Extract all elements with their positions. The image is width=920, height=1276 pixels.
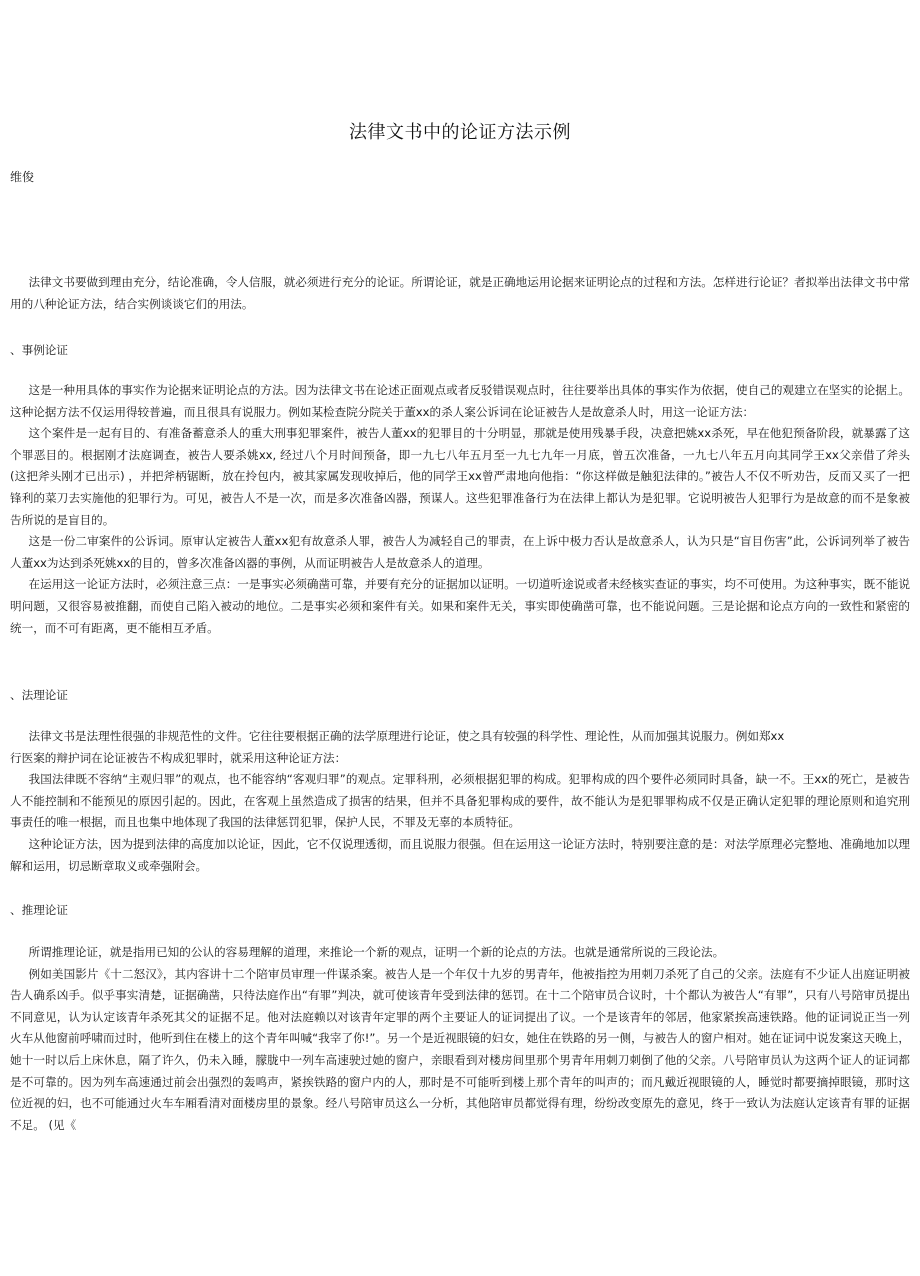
section-body <box>10 942 910 1136</box>
section-heading: 、法理论证 <box>10 688 68 702</box>
paragraph: 这种论证方法，因为提到法律的高度加以论证，因此，它不仅说理透彻，而且说服力很强。但在运用这一论证方法时，特别要注意的是：对法学原理必完整地、准确地加以理解和运用，切忌断章取义或牵强附会。 <box>10 836 910 873</box>
section-body <box>10 726 910 877</box>
paragraph: 这个案件是一起有目的、有准备蓄意杀人的重大刑事犯罪案件，被告人董xx的犯罪目的十分明显，那就是使用残暴手段，决意把姚xx杀死，早在他犯预备阶段，就暴露了这个罪恶目的。根据刚才法庭调查，被告人要杀姚xx, 经过八个月时间预备，即一九七八年五月至一九七九年一月底，曾五次准备，一九七八年五月向其同学王xx父亲借了斧头 (这把斧头刚才已出示) ，并把斧柄锯断，放在拎包内，被其家属发现收掉后，他的同学王xx曾严肃地向他指：“你这样做是触犯法律的。”被告人不仅不听劝告，反而又买了一把锋利的菜刀去实施他的犯罪行为。可见，被告人不是一次，而是多次准备凶器，预谋人。这些犯罪准备行为在法律上都认为是犯罪。它说明被告人犯罪行为是故意的而不是象被告所说的是盲目的。 <box>10 426 910 527</box>
paragraph: 这是一份二审案件的公诉词。原审认定被告人董xx犯有故意杀人罪，被告人为减轻自己的罪责，在上诉中极力否认是故意杀人，认为只是“盲目伤害”此，公诉词列举了被告人董xx为达到杀死姚xx的目的，曾多次准备凶器的事例，从而证明被告人是故意杀人的道理。 <box>10 534 910 570</box>
document-title: 法律文书中的论证方法示例 <box>349 122 571 143</box>
paragraph: 例如美国影片《十二怒汉》，其内容讲十二个陪审员审理一件谋杀案。被告人是一个年仅十九岁的男青年，他被指控为用刺刀杀死了自己的父亲。法庭有不少证人出庭证明被告人确系凶手。似乎事实清楚，证据确凿，只待法庭作出“有罪”判决，就可使该青年受到法律的惩罚。在十二个陪审员合议时，十个都认为被告人“有罪”，只有八号陪审员提出不同意见，认为认定该青年杀死其父的证据不足。他对法庭赖以对该青年定罪的两个主要证人的证词提出了议。一个是该青年的邻居，他家紧挨高速铁路。他的证词说正当一列火车从他窗前呼啸而过时，他听到住在楼上的这个青年叫喊“我宰了你!”。另一个是近视眼镜的妇女，她住在铁路的另一侧，与被告人的窗户相对。她在证词中说发案这天晚上，她十一时以后上床休息，隔了许久，仍未入睡，朦胧中一列车高速驶过她的窗户，亲眼看到对楼房间里那个男青年用刺刀刺倒了他的父亲。八号陪审员认为这两个证人的证词都是不可靠的。因为列车高速通过前会出强烈的轰鸣声，紧挨铁路的窗户内的人，那时是不可能听到楼上那个青年的叫声的；而凡戴近视眼镜的人，睡觉时都要摘掉眼镜，那时这位近视的妇，也不可能通过火车车厢看清对面楼房里的景象。经八号陪审员这么一分析，其他陪审员都觉得有理，纷纷改变原先的意见，终于一致认为法庭认定该青有罪的证据不足。 (见《 <box>10 966 910 1132</box>
paragraph: 法律文书是法理性很强的非规范性的文件。它往往要根据正确的法学原理进行论证，使之具有较强的科学性、理论性，从而加强其说服力。例如郑xx <box>28 729 785 743</box>
paragraph: 这是一种用具体的事实作为论据来证明论点的方法。因为法律文书在论述正面观点或者反驳错误观点时，往往要举出具体的事实作为依据，使自己的观建立在坚实的论据上。这种论据方法不仅运用得较普遍，而且很具有说服力。例如某检查院分院关于董xx的杀人案公诉词在论证被告人是故意杀人时，用这一论证方法： <box>10 383 910 419</box>
intro-paragraph <box>10 272 910 315</box>
author-name: 维俊 <box>10 170 35 184</box>
section-heading: 、事例论证 <box>10 343 68 357</box>
paragraph: 我国法律既不容纳“主观归罪”的观点，也不能容纳“客观归罪”的观点。定罪科刑，必须根据犯罪的构成。犯罪构成的四个要件必须同时具备，缺一不。王xx的死亡，是被告人不能控制和不能预见的原因引起的。因此，在客观上虽然造成了损害的结果，但并不具备犯罪构成的要件，故不能认为是犯罪罪构成不仅是正确认定犯罪的理论原则和追究刑事责任的唯一根据，而且也集中地体现了我国的法律惩罚犯罪，保护人民，不罪及无辜的本质特征。 <box>10 772 910 830</box>
paragraph: 行医案的辩护词在论证被告不构成犯罪时，就采用这种论证方法： <box>10 750 347 765</box>
section-body <box>10 380 910 639</box>
paragraph: 所谓推理论证，就是指用已知的公认的容易理解的道理，来推论一个新的观点，证明一个新的论点的方法。也就是通常所说的三段论法。 <box>28 945 725 959</box>
section-heading: 、推理论证 <box>10 903 68 917</box>
paragraph: 法律文书要做到理由充分，结论准确，令人信服，就必须进行充分的论证。所谓论证，就是正确地运用论据来证明论点的过程和方法。怎样进行论证？者拟举出法律文书中常用的八种论证方法，结合实例谈谈它们的用法。 <box>10 275 910 311</box>
paragraph: 在运用这一论证方法时，必须注意三点：一是事实必须确凿可靠，并要有充分的证据加以证明。一切道听途说或者未经核实查证的事实，均不可使用。为这种事实，既不能说明问题，又很容易被推翻，而使自己陷入被动的地位。二是事实必须和案件有关。如果和案件无关，事实即使确凿可靠，也不能说问题。三是论据和论点方向的一致性和紧密的统一，而不可有距离，更不能相互矛盾。 <box>10 577 910 635</box>
